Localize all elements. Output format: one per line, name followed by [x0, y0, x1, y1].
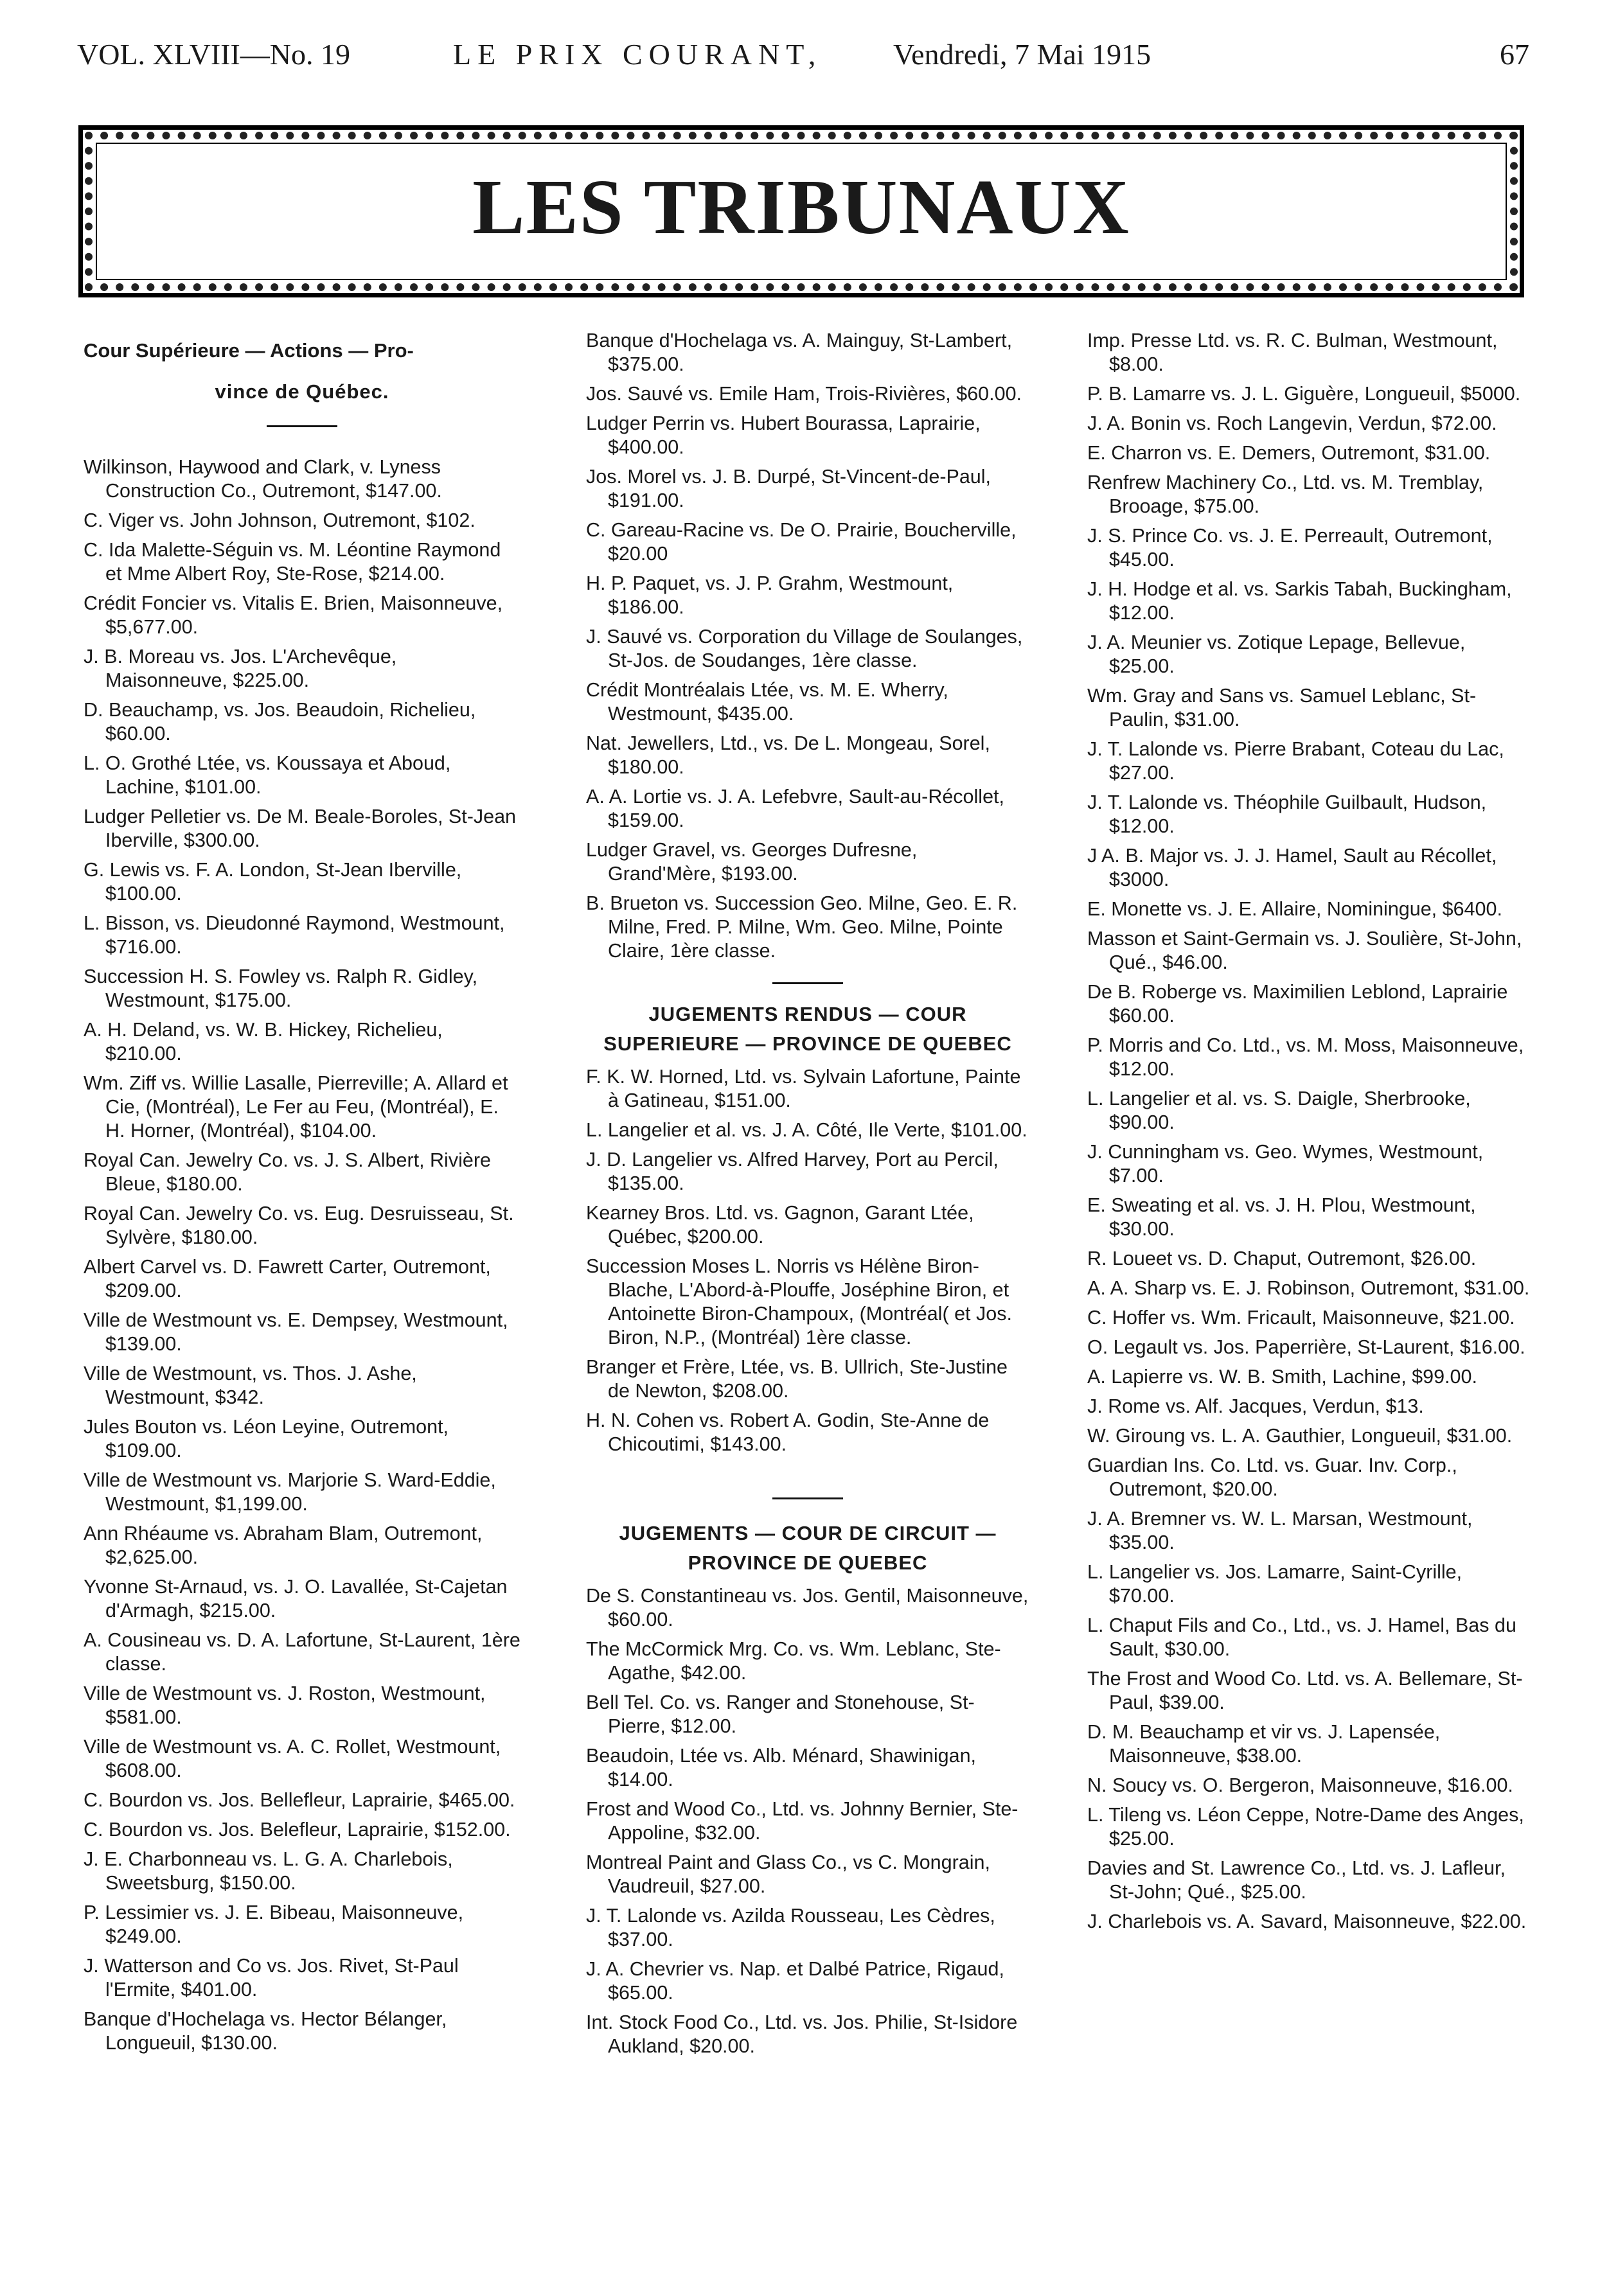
case-entry: Renfrew Machinery Co., Ltd. vs. M. Tremblay, Brooage, $75.00.: [1087, 472, 1484, 517]
column-2: [586, 329, 1029, 2064]
case-entry: J. B. Moreau vs. Jos. L'Archevêque, Maisonneuve, $225.00.: [84, 646, 397, 691]
section-heading-province: vince de Québec.: [215, 380, 389, 403]
case-entry: P. Lessimier vs. J. E. Bibeau, Maisonneuve, $249.00.: [84, 1902, 464, 1947]
case-entry: C. Gareau-Racine vs. De O. Prairie, Boucherville, $20.00: [586, 519, 1017, 565]
case-entry: Wilkinson, Haywood and Clark, v. Lyness Construction Co., Outremont, $147.00.: [84, 456, 442, 502]
case-entry: L. O. Grothé Ltée, vs. Koussaya et Aboud, Lachine, $101.00.: [84, 752, 451, 798]
case-entry: Ludger Gravel, vs. Georges Dufresne, Grand'Mère, $193.00.: [586, 839, 918, 885]
section-divider: [772, 1497, 843, 1499]
case-entry: J. T. Lalonde vs. Théophile Guilbault, Hudson, $12.00.: [1087, 791, 1487, 837]
case-entry: Ville de Westmount, vs. Thos. J. Ashe, Westmount, $342.: [84, 1363, 417, 1408]
case-entry: Int. Stock Food Co., Ltd. vs. Jos. Philie, St-Isidore Aukland, $20.00.: [586, 2011, 1018, 2057]
case-entry: Ville de Westmount vs. J. Roston, Westmount, $581.00.: [84, 1682, 486, 1728]
case-entry: Beaudoin, Ltée vs. Alb. Ménard, Shawinigan, $14.00.: [586, 1745, 977, 1790]
volume-number: VOL. XLVIII—No. 19: [77, 38, 351, 71]
case-entry: L. Tileng vs. Léon Ceppe, Notre-Dame des Anges, $25.00.: [1087, 1804, 1524, 1850]
section-divider: [772, 982, 843, 984]
case-entry: Jos. Morel vs. J. B. Durpé, St-Vincent-de-Paul, $191.00.: [586, 466, 991, 511]
section-heading-jugements-rendus: JUGEMENTS RENDUS — COUR SUPERIEURE — PROVINCE DE QUEBEC: [603, 1003, 1012, 1055]
case-entry: Frost and Wood Co., Ltd. vs. Johnny Bernier, Ste-Appoline, $32.00.: [586, 1798, 1018, 1844]
case-entry: Wm. Gray and Sans vs. Samuel Leblanc, St-Paulin, $31.00.: [1087, 685, 1477, 730]
case-entry: C. Ida Malette-Séguin vs. M. Léontine Raymond et Mme Albert Roy, Ste-Rose, $214.00.: [84, 539, 501, 585]
case-entry: L. Langelier vs. Jos. Lamarre, Saint-Cyrille, $70.00.: [1087, 1561, 1462, 1607]
section-heading-cour-superieure: Cour Supérieure — Actions — Pro-: [84, 339, 414, 362]
case-entry: J. Charlebois vs. A. Savard, Maisonneuve, $22.00.: [1087, 1911, 1527, 1932]
case-entry: C. Hoffer vs. Wm. Fricault, Maisonneuve, $21.00.: [1087, 1307, 1515, 1329]
case-entry: J. Watterson and Co vs. Jos. Rivet, St-Paul l'Ermite, $401.00.: [84, 1955, 459, 2000]
case-entry: J. A. Bremner vs. W. L. Marsan, Westmount, $35.00.: [1087, 1508, 1473, 1553]
case-entry: J. Sauvé vs. Corporation du Village de Soulanges, St-Jos. de Soudanges, 1ère classe.: [586, 626, 1023, 671]
case-entry: Banque d'Hochelaga vs. A. Mainguy, St-Lambert, $375.00.: [586, 330, 1013, 375]
case-entry: Guardian Ins. Co. Ltd. vs. Guar. Inv. Corp., Outremont, $20.00.: [1087, 1454, 1457, 1500]
case-entry: Ville de Westmount vs. A. C. Rollet, Westmount, $608.00.: [84, 1736, 501, 1781]
case-entry: De B. Roberge vs. Maximilien Leblond, Laprairie $60.00.: [1087, 981, 1508, 1027]
case-entry: The Frost and Wood Co. Ltd. vs. A. Bellemare, St-Paul, $39.00.: [1087, 1668, 1523, 1713]
case-entry: F. K. W. Horned, Ltd. vs. Sylvain Lafortune, Painte à Gatineau, $151.00.: [586, 1066, 1021, 1111]
page-header: [77, 37, 1529, 76]
case-entry: A. Lapierre vs. W. B. Smith, Lachine, $99.00.: [1087, 1366, 1477, 1388]
case-entry: J. Cunningham vs. Geo. Wymes, Westmount, $7.00.: [1087, 1141, 1484, 1187]
case-list: [586, 1065, 1029, 1456]
case-entry: The McCormick Mrg. Co. vs. Wm. Leblanc, Ste-Agathe, $42.00.: [586, 1638, 1001, 1684]
case-entry: Jules Bouton vs. Léon Leyine, Outremont, $109.00.: [84, 1416, 449, 1461]
case-entry: L. Bisson, vs. Dieudonné Raymond, Westmount, $716.00.: [84, 912, 505, 958]
case-entry: A. Cousineau vs. D. A. Lafortune, St-Laurent, 1ère classe.: [84, 1629, 520, 1675]
case-entry: Succession Moses L. Norris vs Hélène Biron-Blache, L'Abord-à-Plouffe, Joséphine Biron, et Antoinette Biron-Champoux, (Montréal( et Jos. Biron, N.P., (Montréal) 1ère classe.: [586, 1255, 1012, 1348]
case-entry: J. Rome vs. Alf. Jacques, Verdun, $13.: [1087, 1395, 1424, 1417]
case-entry: E. Sweating et al. vs. J. H. Plou, Westmount, $30.00.: [1087, 1194, 1476, 1240]
case-entry: J. H. Hodge et al. vs. Sarkis Tabah, Buckingham, $12.00.: [1087, 578, 1512, 624]
case-entry: E. Charron vs. E. Demers, Outremont, $31.00.: [1087, 442, 1491, 464]
title-banner-frame: [78, 125, 1524, 297]
case-list: [586, 1584, 1029, 2058]
case-entry: Branger et Frère, Ltée, vs. B. Ullrich, Ste-Justine de Newton, $208.00.: [586, 1356, 1008, 1402]
case-entry: J. S. Prince Co. vs. J. E. Perreault, Outremont, $45.00.: [1087, 525, 1493, 570]
case-entry: D. Beauchamp, vs. Jos. Beaudoin, Richelieu, $60.00.: [84, 699, 476, 745]
case-entry: Jos. Sauvé vs. Emile Ham, Trois-Rivières, $60.00.: [586, 383, 1022, 405]
case-entry: J. A. Chevrier vs. Nap. et Dalbé Patrice, Rigaud, $65.00.: [586, 1958, 1004, 2004]
case-entry: J. T. Lalonde vs. Azilda Rousseau, Les Cèdres, $37.00.: [586, 1905, 995, 1950]
case-entry: R. Loueet vs. D. Chaput, Outremont, $26.00.: [1087, 1248, 1477, 1269]
case-entry: Banque d'Hochelaga vs. Hector Bélanger, Longueuil, $130.00.: [84, 2008, 447, 2054]
case-entry: Crédit Foncier vs. Vitalis E. Brien, Maisonneuve, $5,677.00.: [84, 592, 503, 638]
case-entry: Davies and St. Lawrence Co., Ltd. vs. J. Lafleur, St-John; Qué., $25.00.: [1087, 1857, 1506, 1903]
case-entry: O. Legault vs. Jos. Paperrière, St-Laurent, $16.00.: [1087, 1336, 1525, 1358]
case-entry: J. A. Meunier vs. Zotique Lepage, Bellevue, $25.00.: [1087, 631, 1466, 677]
case-entry: Ludger Pelletier vs. De M. Beale-Boroles, St-Jean Iberville, $300.00.: [84, 806, 517, 851]
case-entry: H. N. Cohen vs. Robert A. Godin, Ste-Anne de Chicoutimi, $143.00.: [586, 1409, 990, 1455]
page-number: 67: [1500, 38, 1529, 71]
case-entry: A. A. Lortie vs. J. A. Lefebvre, Sault-au-Récollet, $159.00.: [586, 786, 1004, 831]
case-entry: Ville de Westmount vs. E. Dempsey, Westmount, $139.00.: [84, 1309, 508, 1355]
case-entry: De S. Constantineau vs. Jos. Gentil, Maisonneuve, $60.00.: [586, 1585, 1029, 1630]
case-entry: A. A. Sharp vs. E. J. Robinson, Outremont, $31.00.: [1087, 1277, 1530, 1299]
section-divider: [267, 425, 337, 427]
case-entry: P. B. Lamarre vs. J. L. Giguère, Longueuil, $5000.: [1087, 383, 1521, 405]
journal-name: LE PRIX COURANT,: [453, 38, 822, 71]
case-entry: J. T. Lalonde vs. Pierre Brabant, Coteau du Lac, $27.00.: [1087, 738, 1504, 784]
case-entry: C. Viger vs. John Johnson, Outremont, $102.: [84, 509, 476, 531]
section-title: LES TRIBUNAUX: [472, 164, 1130, 251]
case-entry: Nat. Jewellers, Ltd., vs. De L. Mongeau, Sorel, $180.00.: [586, 732, 990, 778]
case-entry: B. Brueton vs. Succession Geo. Milne, Geo. E. R. Milne, Fred. P. Milne, Wm. Geo. Milne, Pointe Claire, 1ère classe.: [586, 892, 1018, 962]
case-entry: J. A. Bonin vs. Roch Langevin, Verdun, $72.00.: [1087, 412, 1497, 434]
case-entry: Wm. Ziff vs. Willie Lasalle, Pierreville; A. Allard et Cie, (Montréal), Le Fer au Feu, (Montréal), E. H. Horner, (Montréal), $104.00.: [84, 1072, 508, 1142]
case-entry: Imp. Presse Ltd. vs. R. C. Bulman, Westmount, $8.00.: [1087, 330, 1498, 375]
case-entry: Crédit Montréalais Ltée, vs. M. E. Wherry, Westmount, $435.00.: [586, 679, 948, 725]
section-heading-cour-de-circuit: JUGEMENTS — COUR DE CIRCUIT — PROVINCE DE QUEBEC: [619, 1522, 997, 1574]
case-entry: Royal Can. Jewelry Co. vs. Eug. Desruisseau, St. Sylvère, $180.00.: [84, 1203, 514, 1248]
case-entry: C. Bourdon vs. Jos. Belefleur, Laprairie, $152.00.: [84, 1819, 511, 1841]
case-list: [1087, 329, 1531, 1934]
column-1: [84, 329, 520, 2061]
case-list: [586, 329, 1029, 963]
case-entry: E. Monette vs. J. E. Allaire, Nominingue, $6400.: [1087, 898, 1502, 920]
case-entry: Succession H. S. Fowley vs. Ralph R. Gidley, Westmount, $175.00.: [84, 966, 478, 1011]
case-entry: Albert Carvel vs. D. Fawrett Carter, Outremont, $209.00.: [84, 1256, 491, 1302]
case-entry: Royal Can. Jewelry Co. vs. J. S. Albert, Rivière Bleue, $180.00.: [84, 1149, 491, 1195]
case-entry: J A. B. Major vs. J. J. Hamel, Sault au Récollet, $3000.: [1087, 845, 1497, 890]
case-entry: W. Giroung vs. L. A. Gauthier, Longueuil, $31.00.: [1087, 1425, 1513, 1447]
column-3: [1087, 329, 1531, 1939]
case-entry: Bell Tel. Co. vs. Ranger and Stonehouse, St-Pierre, $12.00.: [586, 1691, 975, 1737]
case-entry: C. Bourdon vs. Jos. Bellefleur, Laprairie, $465.00.: [84, 1789, 515, 1811]
case-entry: H. P. Paquet, vs. J. P. Grahm, Westmount, $186.00.: [586, 572, 954, 618]
case-entry: P. Morris and Co. Ltd., vs. M. Moss, Maisonneuve, $12.00.: [1087, 1034, 1524, 1080]
case-entry: Ludger Perrin vs. Hubert Bourassa, Laprairie, $400.00.: [586, 412, 981, 458]
case-entry: N. Soucy vs. O. Bergeron, Maisonneuve, $16.00.: [1087, 1774, 1513, 1796]
case-entry: L. Langelier et al. vs. J. A. Côté, Ile Verte, $101.00.: [586, 1119, 1027, 1141]
case-entry: D. M. Beauchamp et vir vs. J. Lapensée, Maisonneuve, $38.00.: [1087, 1721, 1441, 1767]
case-entry: J. D. Langelier vs. Alfred Harvey, Port au Percil, $135.00.: [586, 1149, 999, 1194]
case-entry: Masson et Saint-Germain vs. J. Soulière, St-John, Qué., $46.00.: [1087, 928, 1522, 973]
case-entry: G. Lewis vs. F. A. London, St-Jean Iberville, $100.00.: [84, 859, 462, 905]
case-entry: Yvonne St-Arnaud, vs. J. O. Lavallée, St-Cajetan d'Armagh, $215.00.: [84, 1576, 508, 1621]
case-entry: Kearney Bros. Ltd. vs. Gagnon, Garant Ltée, Québec, $200.00.: [586, 1202, 974, 1248]
case-entry: A. H. Deland, vs. W. B. Hickey, Richelieu, $210.00.: [84, 1019, 443, 1064]
case-list: [84, 455, 520, 2055]
case-entry: Ville de Westmount vs. Marjorie S. Ward-Eddie, Westmount, $1,199.00.: [84, 1469, 496, 1515]
case-entry: Ann Rhéaume vs. Abraham Blam, Outremont, $2,625.00.: [84, 1523, 483, 1568]
case-entry: L. Langelier et al. vs. S. Daigle, Sherbrooke, $90.00.: [1087, 1088, 1471, 1133]
case-entry: Montreal Paint and Glass Co., vs C. Mongrain, Vaudreuil, $27.00.: [586, 1851, 990, 1897]
case-entry: L. Chaput Fils and Co., Ltd., vs. J. Hamel, Bas du Sault, $30.00.: [1087, 1614, 1516, 1660]
issue-date: Vendredi, 7 Mai 1915: [893, 38, 1151, 71]
case-entry: J. E. Charbonneau vs. L. G. A. Charlebois, Sweetsburg, $150.00.: [84, 1848, 453, 1894]
